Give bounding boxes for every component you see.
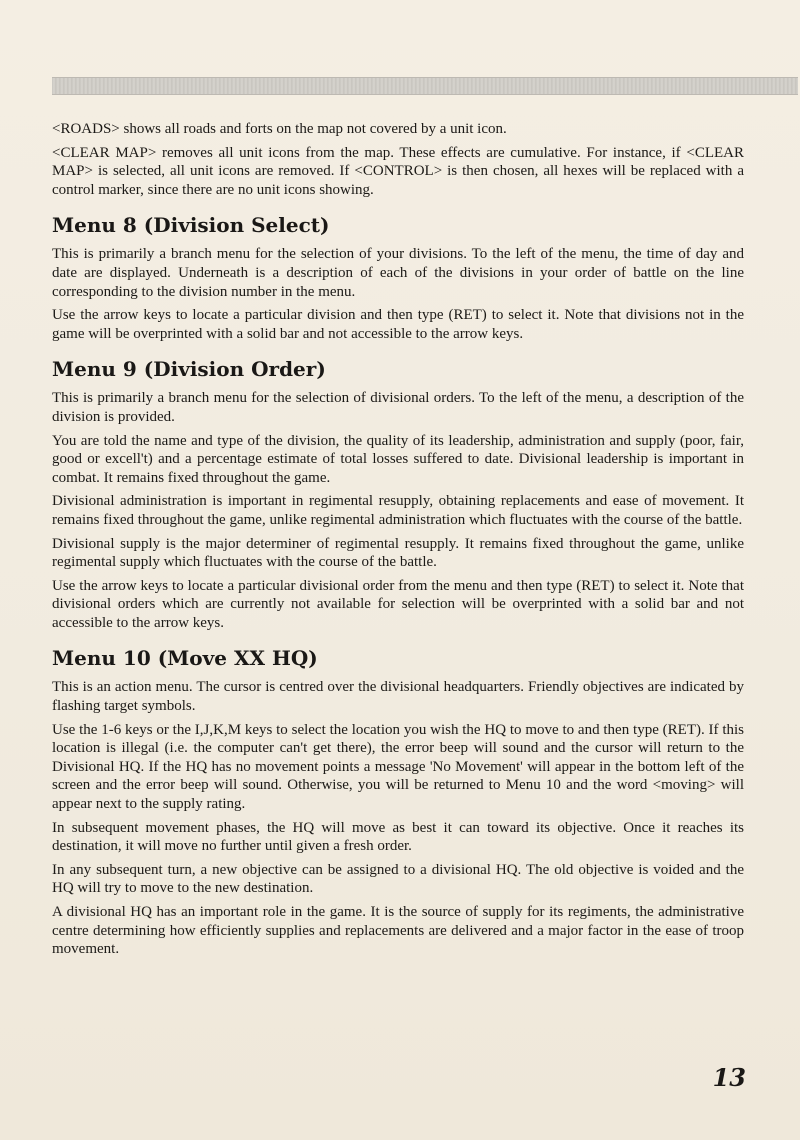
intro-paragraph: <ROADS> shows all roads and forts on the map not covered by a unit icon. — [52, 121, 507, 137]
section-paragraph: In any subsequent turn, a new objective can be assigned to a divisional HQ. The old objective is voided and the HQ will try to move to the new destination. — [52, 861, 744, 897]
section-menu-10 — [52, 646, 744, 958]
page-number: 13 — [712, 1063, 746, 1092]
section-menu-8 — [52, 213, 744, 343]
section-menu-9 — [52, 357, 744, 632]
section-paragraph: You are told the name and type of the division, the quality of its leadership, administration and supply (poor, fair, good or excell't) and a percentage estimate of total losses suffered to date. Divisional leadership is important in combat. It remains fixed throughout the game. — [52, 432, 744, 486]
section-paragraph: Use the 1-6 keys or the I,J,K,M keys to select the location you wish the HQ to move to and then type (RET). If this location is illegal (i.e. the computer can't get there), the error beep will sound and the cursor will return to the Divisional HQ. If the HQ has no movement points a message 'No Movement' will appear in the bottom left of the screen and the error beep will sound. Otherwise, you will be returned to Menu 10 and the word <moving> will appear next to the supply rating. — [52, 721, 744, 813]
section-heading: Menu 8 (Division Select) — [52, 213, 330, 238]
section-paragraph: This is primarily a branch menu for the selection of divisional orders. To the left of the menu, a description of the division is provided. — [52, 390, 744, 425]
header-rule — [52, 77, 798, 95]
section-heading: Menu 10 (Move XX HQ) — [52, 646, 318, 671]
section-paragraph: Use the arrow keys to locate a particular division and then type (RET) to select it. Note that divisions not in the game will be overprinted with a solid bar and not accessible to the arrow keys. — [52, 307, 744, 342]
section-paragraph: A divisional HQ has an important role in the game. It is the source of supply for its regiments, the administrative centre determining how efficiently supplies and replacements are delivered and a major factor in the ease of troop movement. — [52, 904, 744, 958]
section-paragraph: This is an action menu. The cursor is centred over the divisional headquarters. Friendly objectives are indicated by flashing target symbols. — [52, 679, 744, 715]
section-paragraph: This is primarily a branch menu for the selection of your divisions. To the left of the menu, the time of day and date are displayed. Underneath is a description of each of the divisions in your order of battle on the line corresponding to the division number in the menu. — [52, 246, 744, 300]
section-heading: Menu 9 (Division Order) — [52, 357, 326, 382]
section-paragraph: Divisional supply is the major determiner of regimental resupply. It remains fixed throughout the game, unlike regimental supply which fluctuates with the course of the battle. — [52, 535, 744, 571]
section-paragraph: Use the arrow keys to locate a particular divisional order from the menu and then type (RET) to select it. Note that divisional orders which are currently not available for selection will be overprinted with a solid bar and not accessible to the arrow keys. — [52, 577, 744, 631]
intro-paragraph: <CLEAR MAP> removes all unit icons from the map. These effects are cumulative. For instance, if <CLEAR MAP> is selected, all unit icons are removed. If <CONTROL> is then chosen, all hexes will be replaced with a control marker, since there are no unit icons showing. — [52, 144, 744, 198]
section-paragraph: Divisional administration is important in regimental resupply, obtaining replacements and ease of movement. It remains fixed throughout the game, unlike regimental administration which fluctuates with the course of the battle. — [52, 493, 744, 528]
page-content — [52, 120, 744, 964]
section-paragraph: In subsequent movement phases, the HQ will move as best it can toward its objective. Once it reaches its destination, it will move no further until given a fresh order. — [52, 819, 744, 855]
